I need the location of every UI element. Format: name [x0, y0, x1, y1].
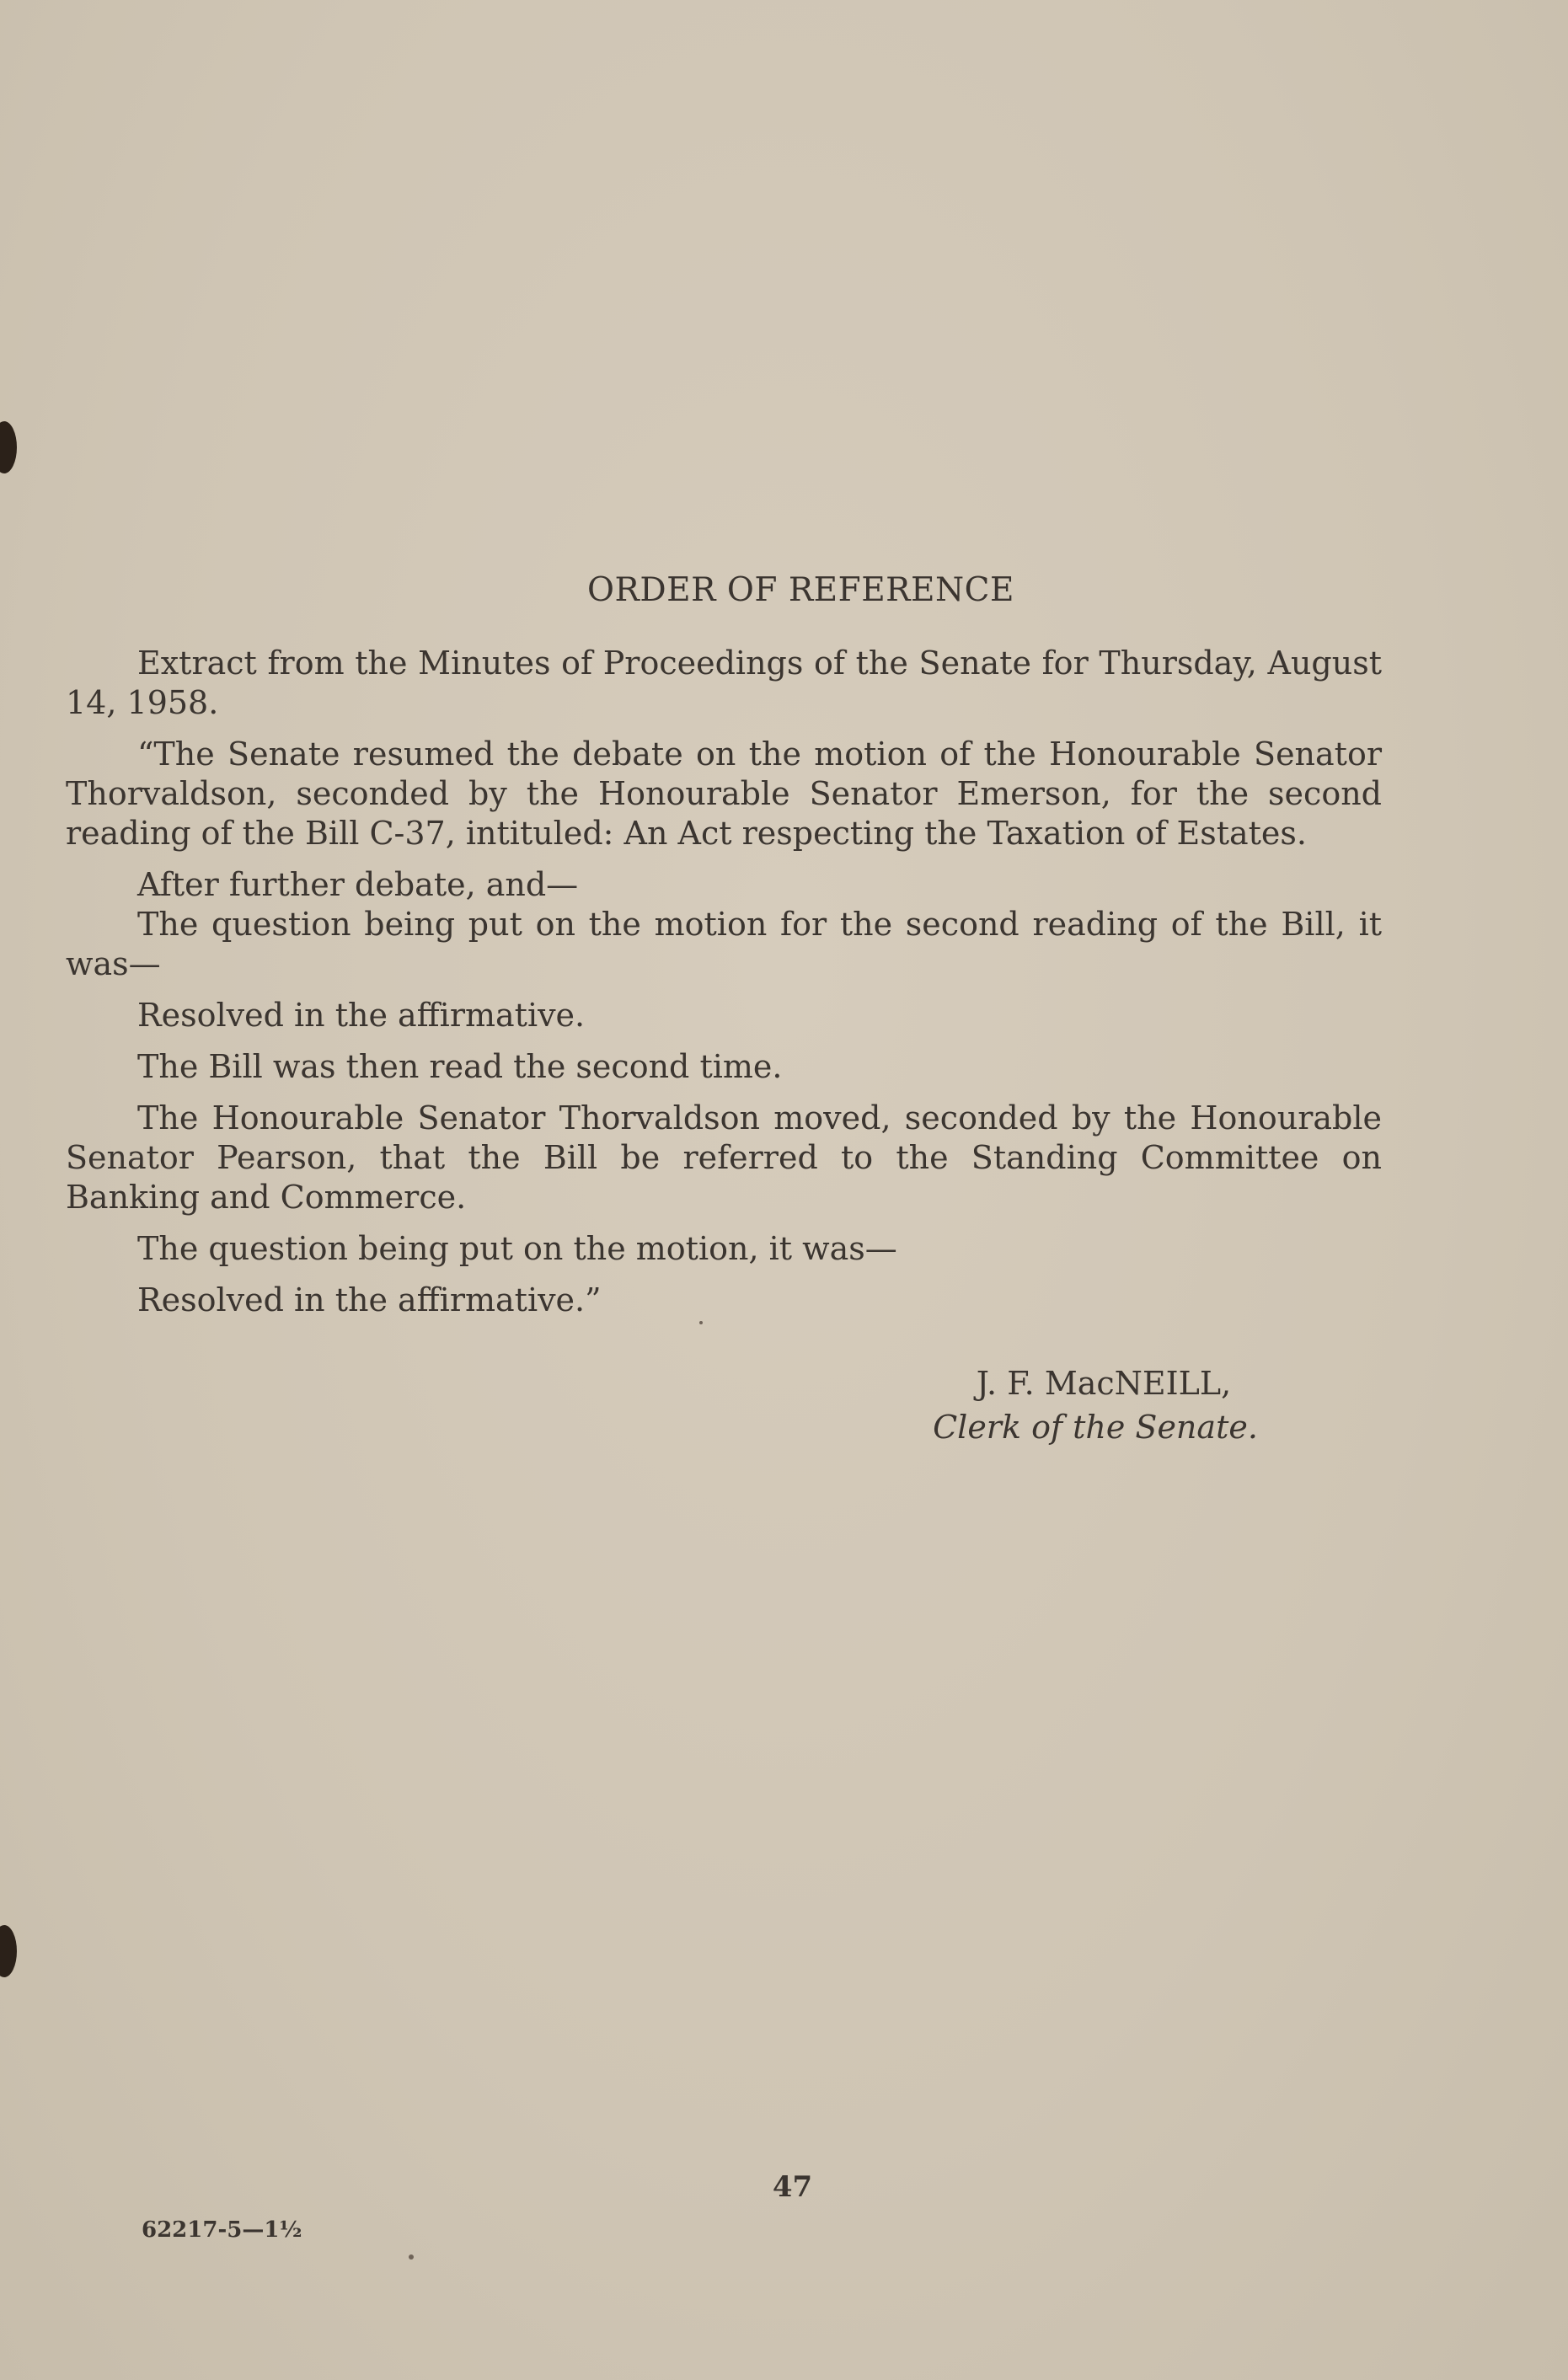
signature-block: [927, 1361, 1264, 1449]
binding-hole-bottom: [0, 1925, 17, 1977]
signatory-role: Clerk of the Senate.: [933, 1409, 1258, 1446]
paragraph-resolved-2: Resolved in the affirmative.”: [137, 1281, 602, 1318]
page-number: 47: [772, 2170, 813, 2204]
paragraph-extract: Extract from the Minutes of Proceedings of the Senate for Thursday, August 14, 1958.: [66, 644, 1382, 721]
paragraph-question-second-reading: The question being put on the motion for the second reading of the Bill, it was—: [66, 906, 1382, 982]
paper-speck: [409, 2254, 414, 2260]
order-text: [66, 644, 1382, 1320]
binding-hole-top: [0, 421, 17, 473]
paragraph-referral-motion: The Honourable Senator Thorvaldson moved, seconded by the Honourable Senator Pearson, that the Bill be referred to the Standing Committee on Banking and Commerce.: [66, 1099, 1382, 1216]
paragraph-debate: “The Senate resumed the debate on the motion of the Honourable Senator Thorvaldson, seconded by the Honourable Senator Emerson, for the second reading of the Bill C-37, intituled: An Act respecting the Taxation of Estates.: [66, 735, 1382, 852]
paragraph-read-second-time: The Bill was then read the second time.: [137, 1048, 783, 1085]
paragraph-further-debate: After further debate, and—: [137, 866, 579, 903]
signatory-name: J. F. MacNEILL,: [976, 1365, 1232, 1402]
print-code: 62217-5—1½: [142, 2217, 302, 2243]
paper-speck: [699, 1321, 703, 1324]
paragraph-question-motion: The question being put on the motion, it was—: [137, 1230, 897, 1267]
page-title: ORDER OF REFERENCE: [587, 571, 1014, 609]
paragraph-resolved-1: Resolved in the affirmative.: [137, 997, 586, 1034]
